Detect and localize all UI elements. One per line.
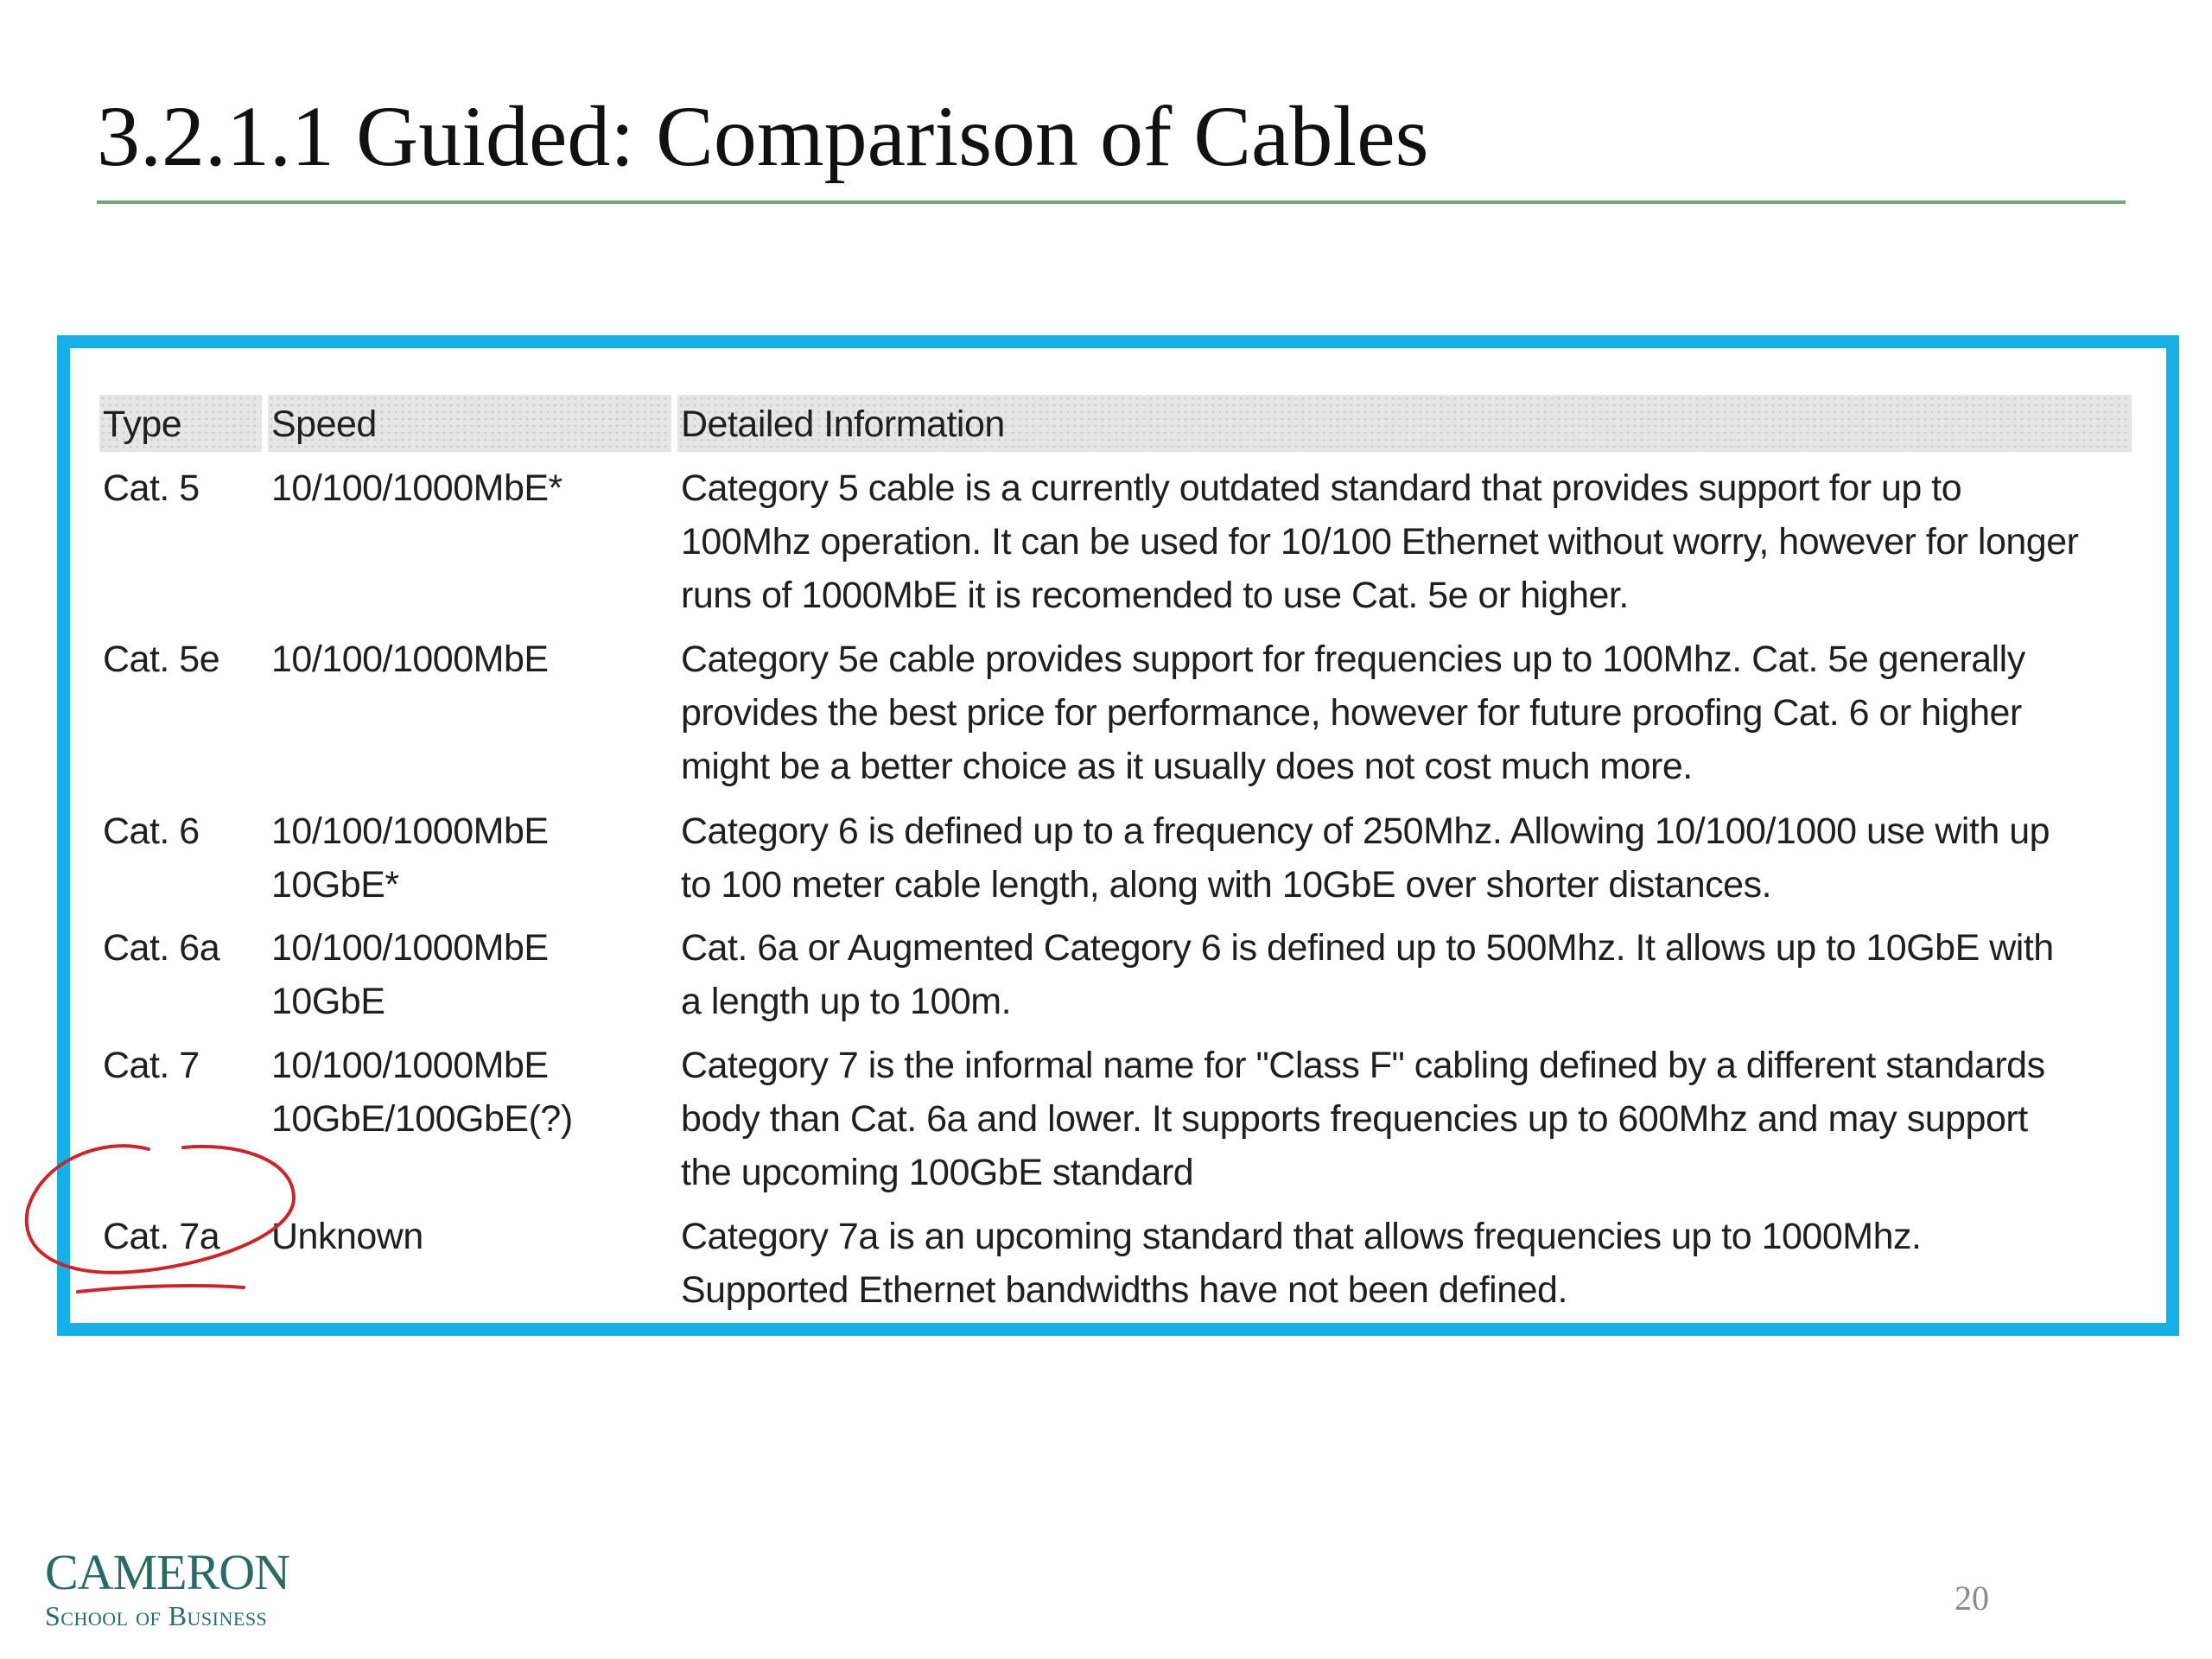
info-line: Cat. 6a or Augmented Category 6 is defined up to 500Mhz. It allows up to 10GbE with [681,927,2054,969]
info-line: Category 7a is an upcoming standard that allows frequencies up to 1000Mhz. [681,1216,1922,1257]
speed-line: 10/100/1000MbE [271,639,549,680]
speed-line: 10/100/1000MbE [271,927,549,969]
row-cat6-speed [271,804,549,912]
speed-line: Unknown [271,1216,423,1257]
hand-drawn-circle-annotation [19,1132,313,1296]
row-cat5-info [681,461,2141,622]
row-cat6a-type: Cat. 6a [103,927,220,969]
speed-line: 10GbE [271,981,385,1022]
info-line: body than Cat. 6a and lower. It supports frequencies up to 600Mhz and may support [681,1098,2028,1140]
cable-comparison-table [57,335,2179,1336]
row-cat7-type: Cat. 7 [103,1045,200,1086]
info-line: provides the best price for performance, however for future proofing Cat. 6 or higher [681,692,2022,734]
info-line: a length up to 100m. [681,981,1012,1022]
row-cat5e-type: Cat. 5e [103,639,220,680]
cameron-school-logo [45,1544,290,1633]
underline-stroke [78,1286,244,1292]
info-line: might be a better choice as it usually does not cost much more. [681,746,1693,787]
column-header-info: Detailed Information [681,404,1005,445]
title-divider [97,200,2126,204]
info-line: runs of 1000MbE it is recomended to use Cat. 5e or higher. [681,575,1629,616]
circle-stroke [27,1146,294,1273]
info-line: Category 5e cable provides support for frequencies up to 100Mhz. Cat. 5e generally [681,639,2025,680]
row-cat5e-speed [271,632,549,686]
info-line: Category 6 is defined up to a frequency of 250Mhz. Allowing 10/100/1000 use with up [681,810,2050,852]
speed-line: 10/100/1000MbE* [271,467,563,509]
column-header-speed: Speed [271,404,377,445]
row-cat5-type: Cat. 5 [103,467,200,509]
speed-line: 10GbE* [271,864,399,906]
info-line: Category 5 cable is a currently outdated standard that provides support for up to [681,467,1962,509]
row-cat7a-info [681,1210,2141,1317]
row-cat7a-type: Cat. 7a [103,1216,220,1257]
info-line: 100Mhz operation. It can be used for 10/100 Ethernet without worry, however for longer [681,521,2079,563]
speed-line: 10GbE/100GbE(?) [271,1098,573,1140]
row-cat5-speed [271,461,563,515]
row-cat5e-info [681,632,2141,793]
logo-subtitle: School of Business [45,1600,268,1631]
row-cat6-type: Cat. 6 [103,810,200,852]
row-cat7-info [681,1039,2141,1199]
row-cat7-speed [271,1039,573,1146]
logo-wordmark: CAMERON [45,1544,290,1600]
row-cat6a-info [681,921,2141,1028]
info-line: to 100 meter cable length, along with 10GbE over shorter distances. [681,864,1772,906]
row-cat6-info [681,804,2141,912]
info-line: Category 7 is the informal name for "Class F" cabling defined by a different standards [681,1045,2045,1086]
column-header-type: Type [103,404,182,445]
speed-line: 10/100/1000MbE [271,1045,549,1086]
info-line: the upcoming 100GbE standard [681,1152,1194,1193]
speed-line: 10/100/1000MbE [271,810,549,852]
page-number: 20 [1955,1579,1989,1618]
row-cat6a-speed [271,921,549,1028]
info-line: Supported Ethernet bandwidths have not been defined. [681,1269,1567,1311]
slide-title: 3.2.1.1 Guided: Comparison of Cables [97,88,1429,184]
